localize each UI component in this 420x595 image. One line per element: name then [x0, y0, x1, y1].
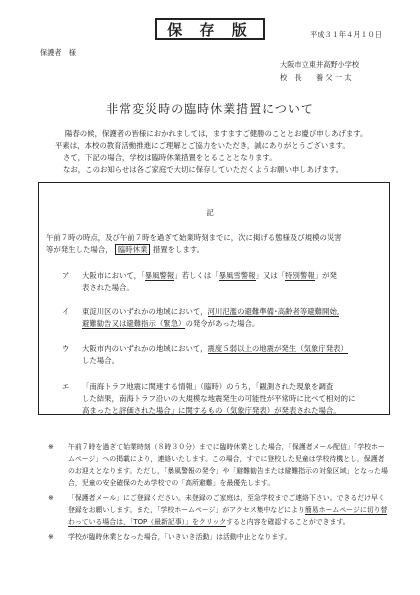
- addressee: 保護者 様: [40, 48, 76, 57]
- item-a-line-1: 大阪市において，「暴風警報」若しくは「暴風雪警報」又は「特別警報」が発: [82, 271, 337, 280]
- intro: [55, 128, 400, 176]
- item-i-line-2: 避難勧告又は避難指示（緊急）の発令があった場合。: [82, 319, 260, 328]
- note-mark: ※: [48, 494, 54, 502]
- document-date: 平成３１年４月１０日: [310, 30, 382, 39]
- item-e: [62, 381, 387, 417]
- item-a-line-2: 表された場合。: [82, 283, 134, 292]
- note-text: 「保護者メール」にご登録ください。未登録のご家庭は，至急学校までご連絡下さい。できるだけ早く登録をお願いします。また，「学校ホームページ」がアクセス集中などにより簡易ホームページに切り替わっている場合は，「TOP（最新記事）」をクリックすると内容を確認することができます。: [68, 494, 388, 526]
- intro-line: さて，下記の場合，学校は臨時休業措置をとることとなります。: [63, 153, 277, 162]
- item-e-line-2: した結果，南海トラフ沿いの大規模な地震発生の可能性が平常時に比べて相対的に: [82, 394, 356, 403]
- note-mark: ※: [48, 533, 54, 541]
- temporary-closure-box: 臨時休業: [115, 244, 151, 255]
- sender-school: 大阪市立東井高野小学校: [280, 60, 360, 69]
- item-u: [62, 343, 387, 367]
- note-mark: ※: [48, 443, 54, 451]
- document-title: 非常変災時の臨時休業措置について: [106, 102, 314, 116]
- lead-text: [46, 232, 386, 256]
- item-mark: エ: [62, 382, 70, 391]
- ki-heading: 記: [206, 208, 214, 217]
- item-e-line-1: 「南海トラフ地震に関連する情報」（臨時）のうち，「観測された現象を調査: [82, 382, 334, 391]
- intro-line: 平素は，本校の教育活動推進にご理解とご協力をいただき，誠にありがとうございます。: [55, 141, 350, 150]
- note-item: [48, 492, 388, 528]
- item-i-line-1: 東淀川区のいずれかの地域において，河川氾濫の避難準備･高齢者等避難開始,: [82, 307, 340, 316]
- item-i: [62, 306, 387, 330]
- note-item: [48, 441, 388, 489]
- intro-line: なお，このお知らせは各ご家庭で大切に保存していただくようお願い申しあげます。: [63, 165, 344, 174]
- note-text: 午前７時を過ぎて始業時刻（８時３０分）までに臨時休業とした場合，「保護者メール配信」「学校ホームページ」への掲載により，連絡いたします。この場合，すでに登校した児童は学校待機とし，保護者のお迎えとなります。ただし，「暴風警報の発令」や「避難勧告または避難指示の対象区域」となった場合，児童の安全確保のため学校での「高所避難」を最優先します。: [68, 443, 388, 487]
- item-mark: ウ: [62, 344, 70, 353]
- lead-line-2: 等が発生した場合， 臨時休業 措置をします。: [46, 245, 204, 254]
- item-e-line-3: 高まったと評価された場合」に関するもの（気象庁発表）が発表された場合。: [82, 406, 341, 415]
- item-mark: イ: [62, 307, 70, 316]
- note-text: 学校が臨時休業となった場合，「いきいき活動」は活動中止となります。: [68, 533, 292, 541]
- item-u-line-2: した場合。: [82, 356, 119, 365]
- lead-line-1: 午前７時の時点，及び午前７時を過ぎて始業時刻までに，次に掲げる態様及び規模の災害: [46, 233, 342, 242]
- sender-principal: 校 長 養 父 一 太: [280, 73, 352, 82]
- note-item: [48, 531, 388, 543]
- item-mark: ア: [62, 271, 70, 280]
- intro-line: 陽春の候，保護者の皆様におかれましては，ますますご健勝のこととお慶び申しあげます。: [65, 129, 368, 138]
- item-u-line-1: 大阪市内のいずれかの地域において，震度５弱以上の地震が発生（気象庁発表）: [82, 344, 348, 353]
- notes: [48, 441, 388, 546]
- keep-stamp: 保 存 版: [155, 18, 265, 40]
- item-a: [62, 270, 387, 294]
